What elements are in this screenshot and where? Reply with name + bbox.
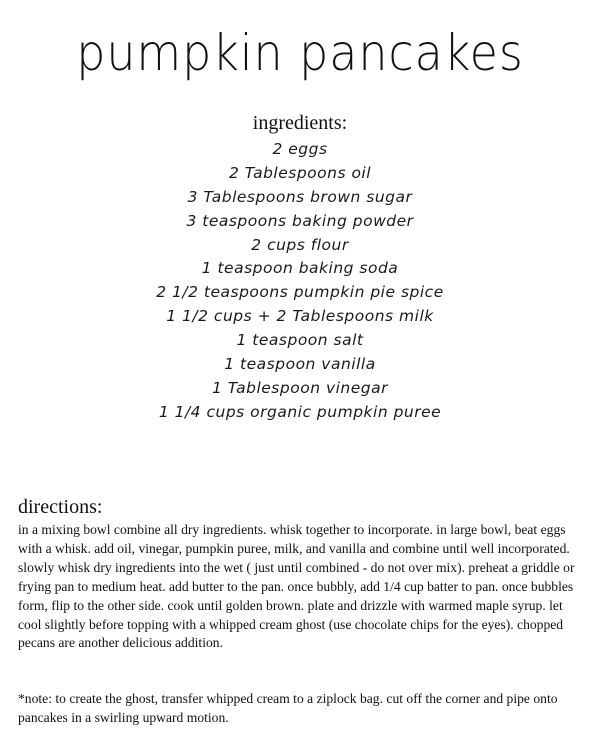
ingredient-item: 3 teaspoons baking powder (186, 211, 414, 230)
page-title: pumpkin pancakes (76, 24, 524, 82)
ingredient-item: 1 teaspoon baking soda (201, 259, 399, 278)
ingredient-item: 2 eggs (272, 140, 328, 158)
ingredient-item: 1 Tablespoon vinegar (212, 378, 388, 397)
ingredients-list (0, 138, 600, 425)
ingredient-item: 3 Tablespoons brown sugar (187, 187, 413, 206)
ingredient-item: 1 teaspoon salt (236, 331, 364, 350)
directions-note: *note: to create the ghost, transfer whipped cream to a ziplock bag. cut off the corner and pipe onto pancakes in a swirling upward motion. (18, 691, 558, 725)
ingredient-item: 1 1/4 cups organic pumpkin puree (158, 402, 442, 421)
ingredient-item: 2 1/2 teaspoons pumpkin pie spice (156, 283, 444, 302)
ingredients-heading: ingredients: (252, 112, 348, 134)
ingredient-item: 2 cups flour (251, 235, 349, 254)
ingredient-item: 2 Tablespoons oil (228, 163, 372, 182)
directions-text: in a mixing bowl combine all dry ingredients. whisk together to incorporate. in large bowl, beat eggs with a whisk. add oil, vinegar, pumpkin puree, milk, and vanilla and combine until well incorporated. slowly whisk dry ingredients into the wet ( just until combined - do not over mix). preheat a griddle or frying pan to medium heat. add butter to the pan. once bubbly, add 1/4 cup batter to pan. once bubbles form, flip to the other side. cook until golden brown. plate and drizzle with warmed maple syrup. let cool slightly before topping with a whipped cream ghost (use chocolate chips for the eyes). chopped pecans are another delicious addition. (18, 522, 575, 651)
ingredient-item: 1 1/2 cups + 2 Tablespoons milk (166, 307, 434, 326)
ingredient-item: 1 teaspoon vanilla (224, 355, 376, 374)
directions-heading: directions: (18, 496, 103, 518)
